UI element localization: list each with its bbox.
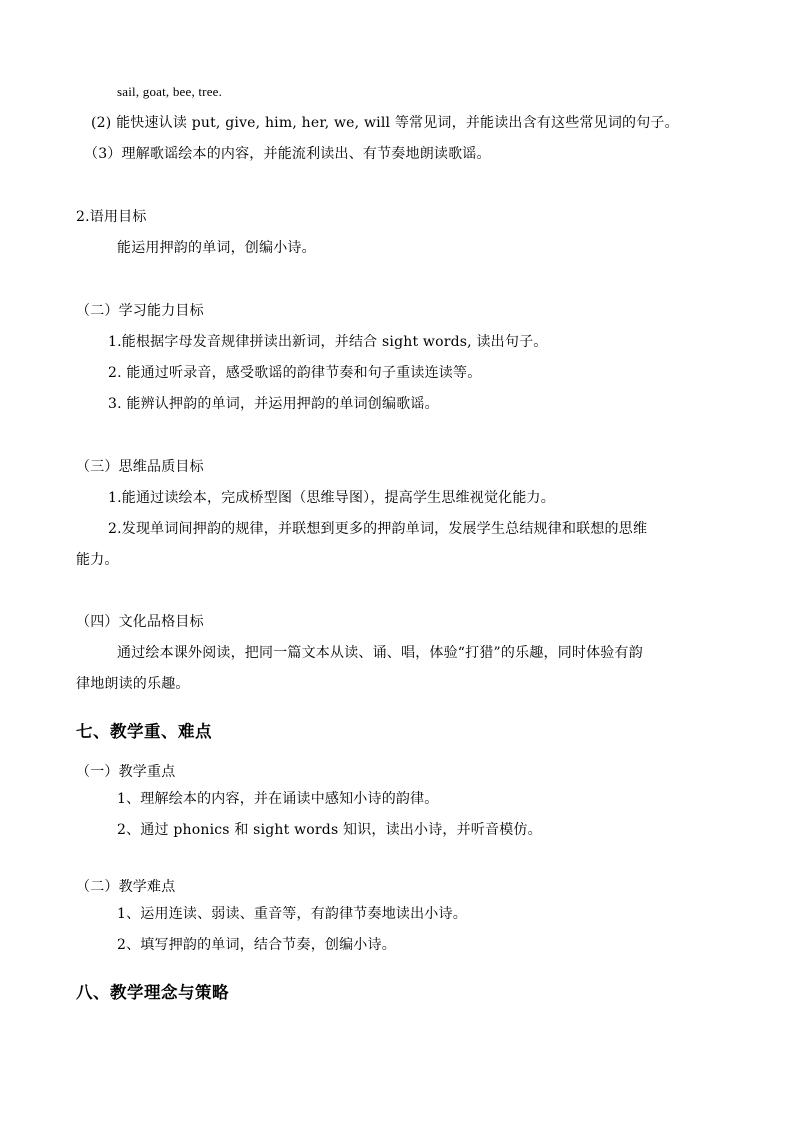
key-point-item-2: 2、通过 phonics 和 sight words 知识，读出小诗，并听音模仿。 xyxy=(117,822,542,838)
section-heading-thinking-quality: （三）思维品质目标 xyxy=(76,459,204,475)
chapter-heading-8: 八、教学理念与策略 xyxy=(76,983,229,1002)
section-heading-language-use: 2.语用目标 xyxy=(76,209,147,225)
thinking-quality-item-1: 1.能通过读绘本，完成桥型图（思维导图），提高学生思维视觉化能力。 xyxy=(108,490,555,506)
language-use-text: 能运用押韵的单词，创编小诗。 xyxy=(117,240,316,256)
difficult-point-item-2: 2、填写押韵的单词，结合节奏，创编小诗。 xyxy=(117,937,396,953)
phonics-word-list: sail, goat, bee, tree. xyxy=(117,84,223,99)
objective-item-3: （3）理解歌谣绘本的内容，并能流利读出、有节奏地朗读歌谣。 xyxy=(84,146,491,162)
thinking-quality-item-2-cont: 能力。 xyxy=(76,552,119,568)
section-heading-cultural-character: （四）文化品格目标 xyxy=(76,614,204,630)
cultural-character-text-cont: 律地朗读的乐趣。 xyxy=(76,676,190,692)
cultural-character-text: 通过绘本课外阅读，把同一篇文本从读、诵、唱，体验“打猎”的乐趣，同时体验有韵 xyxy=(117,645,643,661)
subheading-difficult-points: （二）教学难点 xyxy=(76,879,176,895)
thinking-quality-item-2: 2.发现单词间押韵的规律，并联想到更多的押韵单词，发展学生总结规律和联想的思维 xyxy=(108,521,648,537)
chapter-heading-7: 七、教学重、难点 xyxy=(76,722,212,741)
difficult-point-item-1: 1、运用连读、弱读、重音等，有韵律节奏地读出小诗。 xyxy=(117,906,467,922)
learning-ability-item-3: 3. 能辨认押韵的单词，并运用押韵的单词创编歌谣。 xyxy=(108,396,439,412)
subheading-key-points: （一）教学重点 xyxy=(76,764,176,780)
objective-item-2: (2) 能快速认读 put, give, him, her, we, will 等常见词，并能读出含有这些常见词的句子。 xyxy=(91,115,679,131)
learning-ability-item-1: 1.能根据字母发音规律拼读出新词，并结合 sight words, 读出句子。 xyxy=(108,334,548,350)
learning-ability-item-2: 2. 能通过听录音，感受歌谣的韵律节奏和句子重读连读等。 xyxy=(108,365,482,381)
section-heading-learning-ability: （二）学习能力目标 xyxy=(76,303,204,319)
key-point-item-1: 1、理解绘本的内容，并在诵读中感知小诗的韵律。 xyxy=(117,791,439,807)
